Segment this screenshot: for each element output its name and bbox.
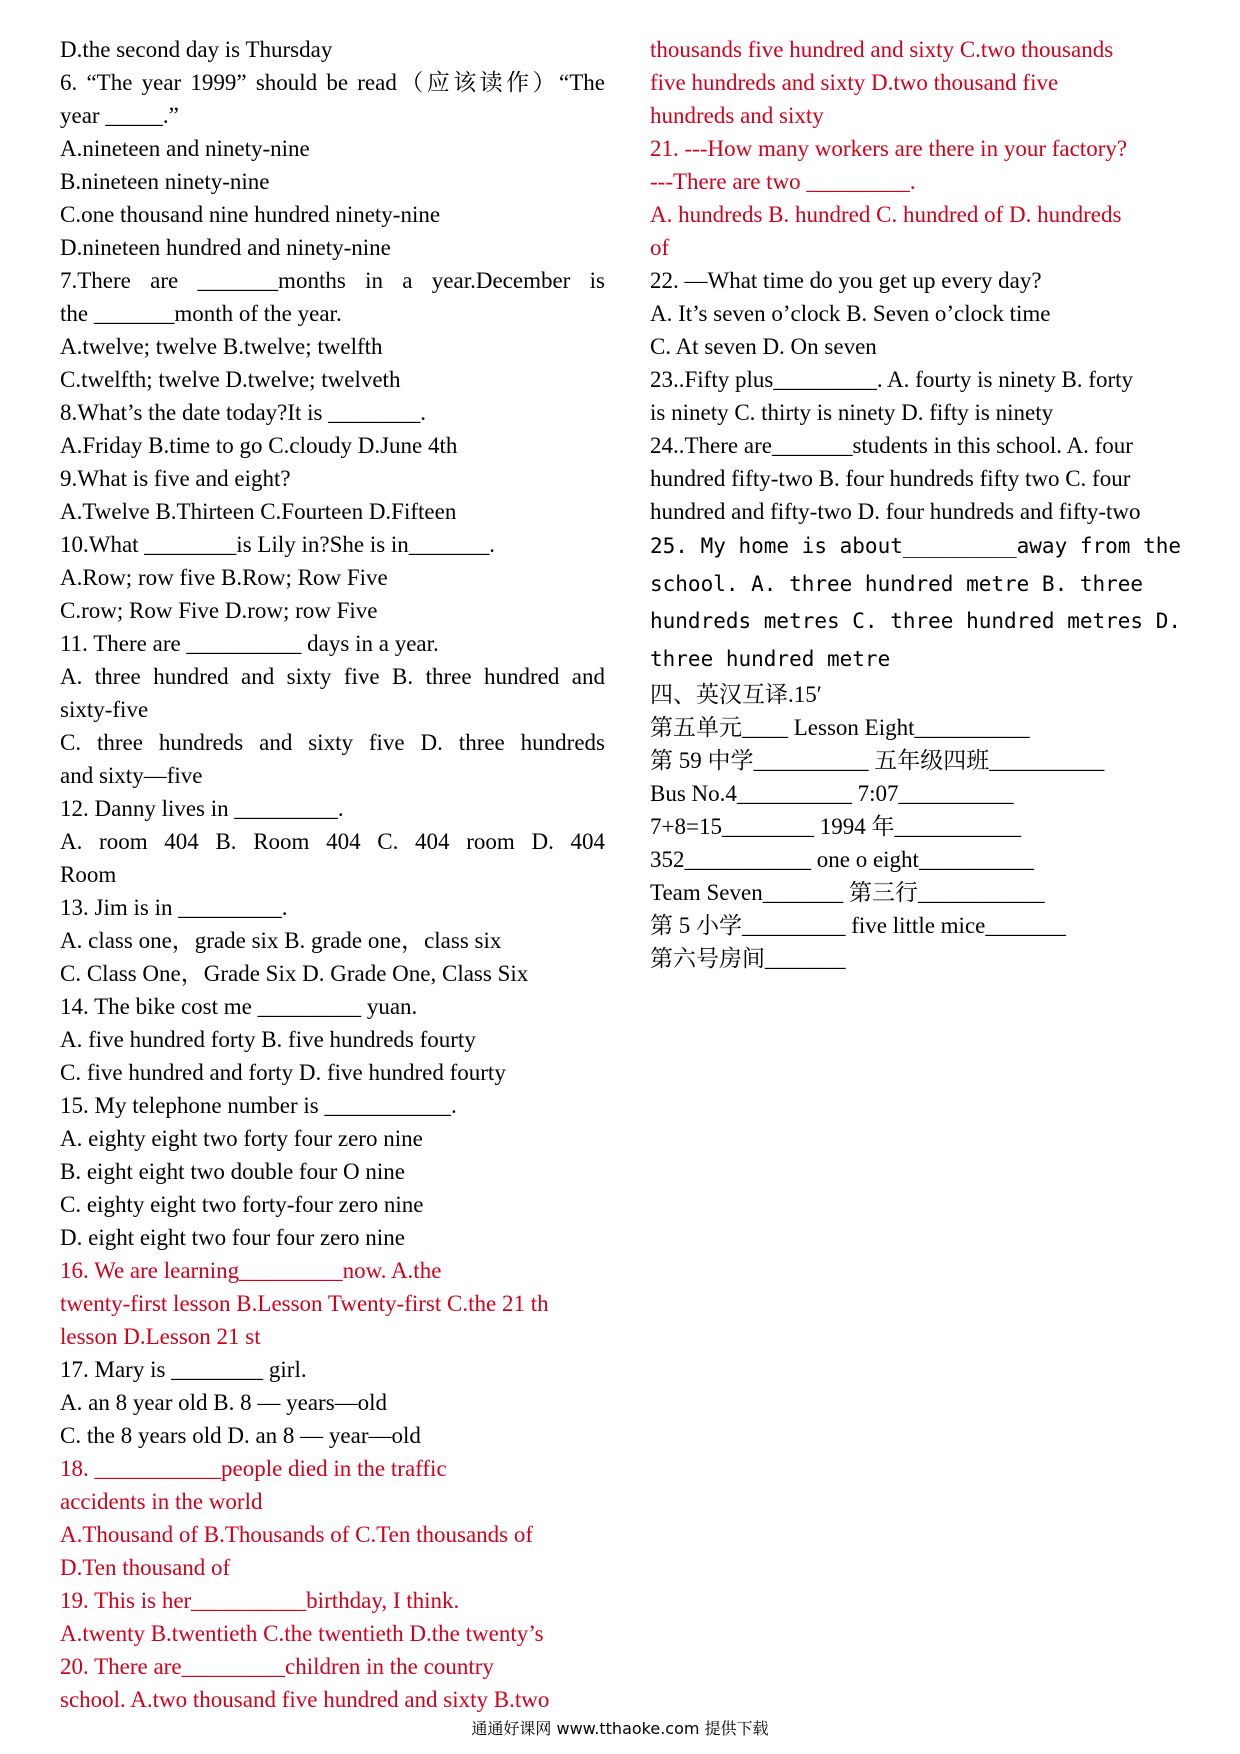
translation-line: 7+8=15________ 1994 年___________ [650,814,1021,839]
left-line: A. eighty eight two forty four zero nine [60,1126,423,1151]
left-line: C.twelfth; twelve D.twelve; twelveth [60,367,401,392]
left-line: A.twenty B.twentieth C.the twentieth D.the twenty’s [60,1621,544,1646]
left-line: year _____.” [60,103,179,128]
right-line: five hundreds and sixty D.two thousand five [650,70,1059,95]
left-line: A. five hundred forty B. five hundreds fourty [60,1027,476,1052]
left-line: accidents in the world [60,1489,263,1514]
translation-line: 第 59 中学__________ 五年级四班__________ [650,748,1105,773]
left-line: 16. We are learning_________now. A.the [60,1258,442,1283]
right-line: C. At seven D. On seven [650,334,877,359]
left-line: 11. There are __________ days in a year. [60,631,439,656]
left-line: C. the 8 years old D. an 8 — year—old [60,1423,421,1448]
right-line: is ninety C. thirty is ninety D. fifty is ninety [650,400,1054,425]
right-line: 23..Fifty plus_________. A. fourty is ninety B. forty [650,367,1133,392]
right-column-questions [650,33,1195,528]
left-line: A. room 404 B. Room 404 C. 404 room D. 404 [60,829,605,854]
left-line: sixty-five [60,697,149,722]
left-line: A. three hundred and sixty five B. three hundred and [60,664,605,689]
left-column [60,33,605,1716]
left-line: C. eighty eight two forty-four zero nine [60,1192,424,1217]
left-line: 7.There are _______months in a year.December is [60,268,605,293]
left-line: Room [60,862,117,887]
left-line: 8.What’s the date today?It is ________. [60,400,427,425]
left-line: 13. Jim is in _________. [60,895,288,920]
left-line: B. eight eight two double four O nine [60,1159,405,1184]
left-line: 15. My telephone number is ___________. [60,1093,457,1118]
left-line: C. three hundreds and sixty five D. three hundreds [60,730,605,755]
left-line: 9.What is five and eight? [60,466,291,491]
left-line: and sixty—five [60,763,203,788]
right-line: 22. —What time do you get up every day? [650,268,1042,293]
left-line: lesson D.Lesson 21 st [60,1324,261,1349]
translation-section [650,678,1195,975]
left-line: 10.What ________is Lily in?She is in_______. [60,532,496,557]
question-25-line: school. A. three hundred metre B. three [650,571,1144,596]
left-line: 18. ___________people died in the traffic [60,1456,447,1481]
left-line: 12. Danny lives in _________. [60,796,344,821]
left-line: A.Friday B.time to go C.cloudy D.June 4th [60,433,458,458]
left-line: C.row; Row Five D.row; row Five [60,598,378,623]
left-line: 6. “The year 1999” should be read（应该读作）“The [60,70,605,95]
left-line: D.the second day is Thursday [60,37,333,62]
left-line: A.twelve; twelve B.twelve; twelfth [60,334,383,359]
left-line: 17. Mary is ________ girl. [60,1357,307,1382]
left-line: B.nineteen ninety-nine [60,169,270,194]
translation-line: Bus No.4__________ 7:07__________ [650,781,1014,806]
question-25-block [650,528,1195,678]
translation-line: 第六号房间_______ [650,946,846,971]
left-line: 14. The bike cost me _________ yuan. [60,994,418,1019]
right-line: 21. ---How many workers are there in your factory? [650,136,1128,161]
left-line: D.Ten thousand of [60,1555,231,1580]
left-line: D.nineteen hundred and ninety-nine [60,235,391,260]
left-line: A.nineteen and ninety-nine [60,136,310,161]
translation-line: 第 5 小学_________ five little mice_______ [650,913,1066,938]
right-line: thousands five hundred and sixty C.two thousands [650,37,1114,62]
left-line: D. eight eight two four four zero nine [60,1225,405,1250]
left-line: 20. There are_________children in the country [60,1654,494,1679]
left-line: A.Twelve B.Thirteen C.Fourteen D.Fifteen [60,499,457,524]
right-line: of [650,235,670,260]
left-line: A.Row; row five B.Row; Row Five [60,565,388,590]
left-line: C. five hundred and forty D. five hundred fourty [60,1060,506,1085]
left-line: A. an 8 year old B. 8 — years—old [60,1390,388,1415]
translation-line: Team Seven_______ 第三行___________ [650,880,1045,905]
left-line: 19. This is her__________birthday, I think. [60,1588,460,1613]
right-line: hundreds and sixty [650,103,824,128]
translation-line: 四、英汉互译.15′ [650,682,822,707]
left-line: school. A.two thousand five hundred and sixty B.two [60,1687,550,1712]
page-footer: 通通好课网 www.tthaoke.com 提供下载 [471,1719,769,1738]
right-line: hundred and fifty-two D. four hundreds and fifty-two [650,499,1141,524]
left-line: A. class one，grade six B. grade one，class six [60,928,502,953]
right-line: hundred fifty-two B. four hundreds fifty two C. four [650,466,1131,491]
right-line: A. It’s seven o’clock B. Seven o’clock time [650,301,1051,326]
question-25-line: hundreds metres C. three hundred metres D. [650,609,1182,633]
question-25-line: three hundred metre [650,646,891,671]
question-25-line: 25. My home is about_________away from the [650,534,1182,558]
translation-line: 第五单元____ Lesson Eight__________ [650,715,1030,740]
translation-line: 352___________ one o eight__________ [650,847,1034,872]
right-column [650,33,1195,975]
left-line: twenty-first lesson B.Lesson Twenty-first C.the 21 th [60,1291,549,1316]
right-line: A. hundreds B. hundred C. hundred of D. hundreds [650,202,1122,227]
left-line: C.one thousand nine hundred ninety-nine [60,202,441,227]
left-line: the _______month of the year. [60,301,342,326]
left-line: A.Thousand of B.Thousands of C.Ten thousands of [60,1522,534,1547]
right-line: ---There are two _________. [650,169,916,194]
left-line: C. Class One，Grade Six D. Grade One, Class Six [60,961,529,986]
right-line: 24..There are_______students in this school. A. four [650,433,1133,458]
